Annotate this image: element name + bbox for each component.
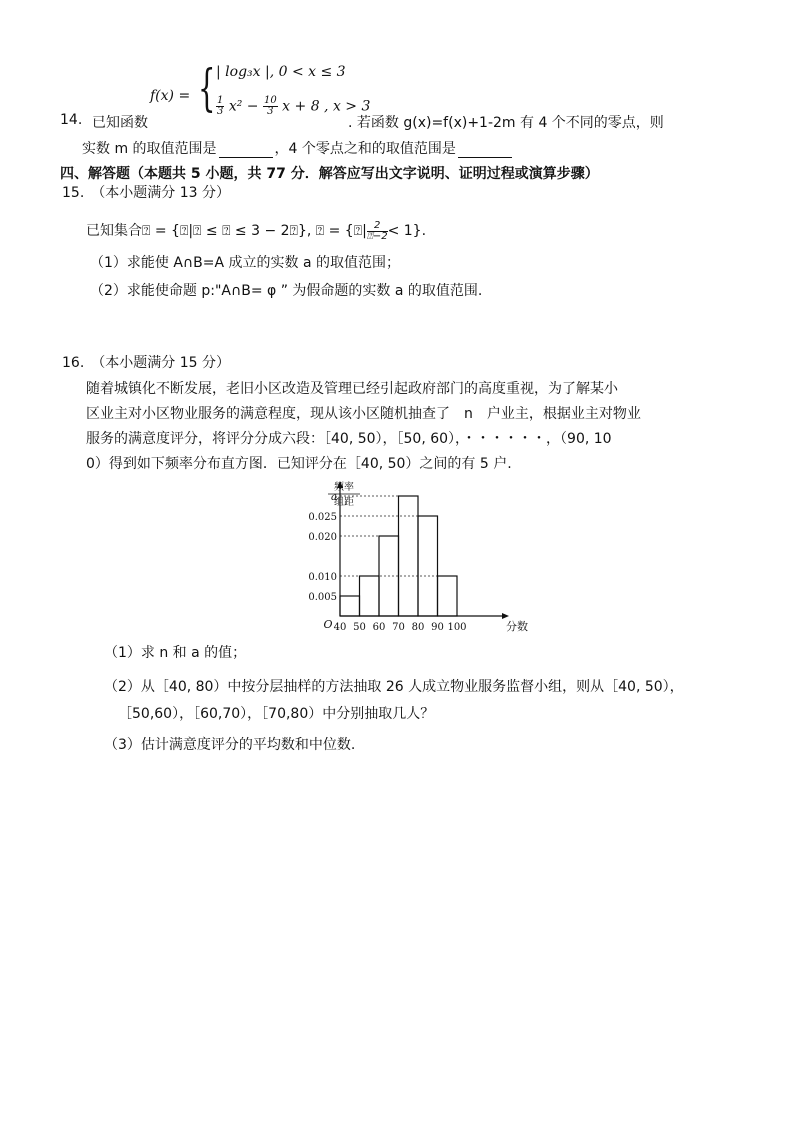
q16-part1: （1）求 n 和 a 的值； — [104, 645, 247, 661]
q14-frac-a: $\frac{1}{3}$ — [217, 95, 224, 117]
q14-intro: 已知函数 — [92, 115, 148, 131]
q16-line-3: 服务的满意度评分，将评分分成六段：［40, 50），［50, 60），・・・・・・，（90, 10 — [86, 431, 612, 447]
q16-part3: （3）估计满意度评分的平均数和中位数. — [104, 737, 356, 753]
q16-header: 16. （本小题满分 15 分） — [62, 355, 230, 371]
y-tick-label-4: a — [331, 492, 337, 503]
q16-line-2: 区业主对小区物业服务的满意程度，现从该小区随机抽查了 n 户业主，根据业主对物业 — [86, 406, 641, 422]
q14-piece2: $\frac{1}{3}$ x² − $\frac{10}{3}$ x + 8 , x > 3 — [217, 95, 371, 117]
x-tick-label-4: 80 — [411, 622, 425, 633]
q14-line2-a: 实数 m 的取值范围是 — [82, 141, 217, 157]
q15-set-definition: 已知集合⍰ = {⍰|⍰ ≤ ⍰ ≤ 3 − 2⍰}, ⍰ = {⍰| $\frac{2}{⍰-2}$ < 1}. — [86, 219, 427, 242]
y-tick-label-2: 0.020 — [308, 532, 337, 543]
x-tick-label-3: 70 — [392, 622, 405, 633]
q14-brace: { — [198, 59, 216, 117]
histogram-bar-4 — [418, 516, 438, 616]
y-axis-label-top: 频率 — [334, 482, 354, 493]
q14-line2 — [82, 138, 514, 158]
x-tick-label-1: 50 — [353, 622, 366, 633]
q16-part2-line1: （2）从［40, 80）中按分层抽样的方法抽取 26 人成立物业服务监督小组，则从［40, 50）， — [104, 679, 684, 695]
q14-blank-1[interactable] — [219, 143, 273, 158]
q15-frac: $\frac{2}{⍰-2}$ — [366, 219, 388, 242]
x-tick-label-2: 60 — [372, 622, 386, 633]
x-axis-arrow — [502, 613, 509, 619]
y-tick-label-1: 0.010 — [308, 572, 337, 583]
q15-part2: （2）求能使命题 p:"A∩B= φ ” 为假命题的实数 a 的取值范围. — [90, 283, 483, 299]
q15-part1: （1）求能使 A∩B=A 成立的实数 a 的取值范围； — [90, 255, 401, 271]
q14-fn-lhs: f(x) = — [150, 88, 191, 104]
y-axis-label-bottom: 组距 — [334, 497, 354, 508]
q14-line2-b: ，4 个零点之和的取值范围是 — [274, 141, 456, 157]
q16-line-1: 随着城镇化不断发展，老旧小区改造及管理已经引起政府部门的高度重视，为了解某小 — [86, 381, 618, 397]
q14-number: 14. — [60, 112, 83, 128]
histogram-bar-5 — [438, 576, 458, 616]
q16-part2-line2: ［50,60），［60,70），［70,80）中分别抽取几人？ — [118, 706, 435, 722]
origin-label: O — [323, 618, 333, 631]
frequency-histogram — [280, 480, 528, 640]
q16-line-4: 0）得到如下频率分布直方图．已知评分在［40, 50）之间的有 5 户. — [86, 456, 512, 472]
q14-blank-2[interactable] — [458, 143, 512, 158]
histogram-bar-3 — [399, 496, 419, 616]
histogram-bar-0 — [340, 596, 360, 616]
y-tick-label-0: 0.005 — [308, 592, 337, 603]
x-tick-label-5: 90 — [431, 622, 444, 633]
x-axis-label: 分数 — [506, 620, 528, 633]
y-tick-label-3: 0.025 — [308, 512, 337, 523]
q15-header: 15. （本小题满分 13 分） — [62, 185, 230, 201]
q14-piecewise-function — [150, 56, 371, 132]
q14-after-fn: . 若函数 g(x)=f(x)+1-2m 有 4 个不同的零点，则 — [348, 115, 664, 131]
section-heading: 四、解答题（本题共 5 小题，共 77 分．解答应写出文字说明、证明过程或演算步骤） — [60, 166, 599, 182]
q14-frac-c: $\frac{10}{3}$ — [263, 95, 277, 117]
histogram-bar-1 — [360, 576, 380, 616]
x-tick-label-0: 40 — [333, 622, 347, 633]
q14-piece1: | log₃x |, 0 < x ≤ 3 — [216, 64, 346, 80]
x-tick-label-6: 100 — [447, 622, 467, 633]
